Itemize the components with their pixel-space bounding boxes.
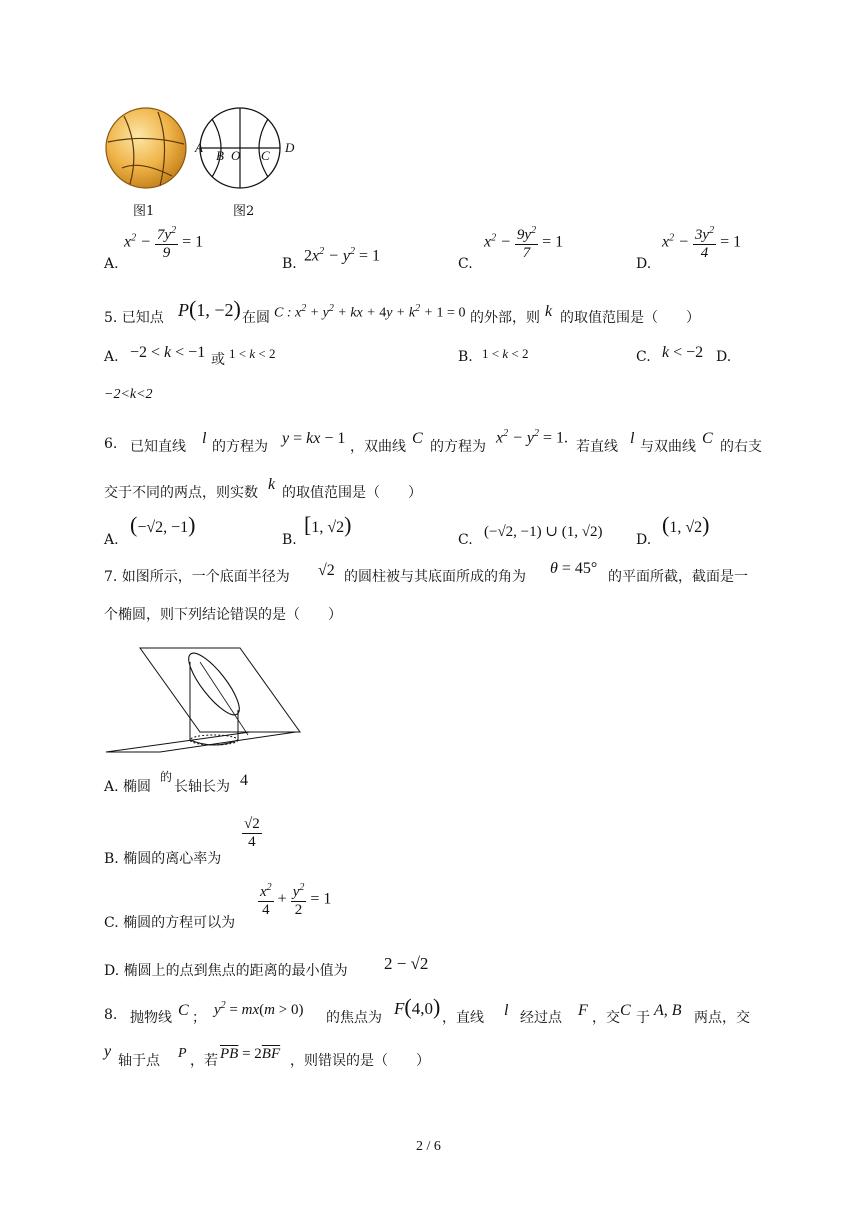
q5-point-p: P(1, −2) xyxy=(178,296,241,321)
q8-y-var: y xyxy=(104,1043,112,1060)
q6-text-b: 的方程为 xyxy=(212,439,268,455)
q6-text-e: 若直线 xyxy=(576,439,618,455)
q7-line1-b: 的圆柱被与其底面所成的角为 xyxy=(344,569,526,585)
q8-f-var: F xyxy=(578,1002,588,1019)
q5-option-a-formula-2: 1 < k < 2 xyxy=(229,346,276,361)
point-C-label: C xyxy=(261,148,270,163)
basketball-illustration xyxy=(100,104,310,219)
q5-option-d-value: −2<k<2 xyxy=(104,387,153,402)
q6-c-var: C xyxy=(412,430,423,447)
q7-radius-value: √2 xyxy=(318,562,335,579)
q5-option-a-formula-1: −2 < k < −1 xyxy=(130,344,206,361)
q6-option-c-label: C. xyxy=(458,532,473,548)
q6-option-d-formula: (1, √2) xyxy=(662,512,710,537)
q5-text-a: 5. 已知点 xyxy=(104,310,164,326)
q5-option-b-formula: 1 < k < 2 xyxy=(482,346,529,361)
q8-text-d: ，直线 xyxy=(442,1010,484,1026)
q5-option-a-label: A. xyxy=(104,349,119,365)
q8-text-a: 抛物线 xyxy=(130,1010,172,1026)
q4-option-b-formula: $2x^2 - y^2 = 1$ xyxy=(304,246,381,265)
q6-text-g: 的右支 xyxy=(720,439,762,455)
point-B-label: B xyxy=(216,148,224,163)
q8-p-var: P xyxy=(178,1046,187,1061)
q7-option-a-text: A. 椭圆 xyxy=(104,779,152,795)
q4-option-b-label: B. xyxy=(282,256,297,272)
q6-option-b-label: B. xyxy=(282,532,297,548)
q8-number: 8. xyxy=(104,1007,118,1023)
q6-line2-a: 交于不同的两点，则实数 xyxy=(104,485,258,501)
q7-line1-c: 的平面所截，截面是一 xyxy=(608,569,748,585)
point-A-label: A xyxy=(195,140,203,155)
q8-text-h: 两点，交 xyxy=(694,1010,750,1026)
q8-parabola-equation: $y^2 = mx(m > 0)$ xyxy=(214,1000,304,1018)
q8-text-c: 的焦点为 xyxy=(326,1010,382,1026)
q8-text-f: ，交 xyxy=(592,1010,620,1026)
q7-option-a-text-2: 长轴长为 xyxy=(174,779,230,795)
q5-k-var: k xyxy=(545,303,553,320)
q7-line1-a: 7. 如图所示，一个底面半径为 xyxy=(104,569,290,585)
figure-2-caption: 图2 xyxy=(233,204,255,219)
cylinder-section-figure xyxy=(100,640,310,760)
point-O-label: O xyxy=(231,148,241,163)
q8-c-var-2: C xyxy=(620,1002,631,1019)
q5-option-d-label: D. xyxy=(716,349,732,365)
q4-option-c-formula: $x^2$ − $\frac{9y^2}{7}$ = 1 xyxy=(484,225,564,261)
q6-text-f: 与双曲线 xyxy=(640,439,696,455)
q8-line2-c: ，则错误的是（ ） xyxy=(290,1053,430,1069)
q5-text-c: 的外部，则 xyxy=(470,310,540,326)
q5-option-c-formula: k < −2 xyxy=(662,344,704,361)
q8-focus: F(4,0) xyxy=(394,994,441,1019)
q8-text-g: 于 xyxy=(636,1010,650,1026)
q5-option-c-label: C. xyxy=(636,349,651,365)
page-number: 2 / 6 xyxy=(416,1139,441,1154)
q4-option-a-formula: $x^2$ − $\frac{7y^2}{9}$ = 1 xyxy=(124,225,204,261)
basketball-figure xyxy=(100,104,310,219)
q7-option-d-formula: 2 − √2 xyxy=(384,954,429,973)
q6-k-var: k xyxy=(268,476,276,493)
q8-c-var: C xyxy=(178,1002,189,1019)
q5-text-d: 的取值范围是（ ） xyxy=(560,310,700,326)
q8-line2-a: 轴于点 xyxy=(118,1053,160,1069)
q6-option-d-label: D. xyxy=(636,532,652,548)
q6-hyperbola-equation: $x^2 - y^2 = 1$. xyxy=(496,428,569,447)
q4-option-d-formula: $x^2$ − $\frac{3y^2}{4}$ = 1 xyxy=(662,225,742,261)
q8-vector-equation: $\overline{PB} = 2\overline{BF}$ xyxy=(220,1046,281,1062)
q6-option-c-formula: (−√2, −1) ∪ (1, √2) xyxy=(484,524,603,540)
q6-line2-b: 的取值范围是（ ） xyxy=(282,485,422,501)
figure-1-caption: 图1 xyxy=(133,204,155,219)
q6-text-c: ，双曲线 xyxy=(350,439,406,455)
q6-text-d: 的方程为 xyxy=(430,439,486,455)
q5-option-a-or: 或 xyxy=(211,352,225,368)
q8-text-e: 经过点 xyxy=(520,1010,562,1026)
q6-c-var-2: C xyxy=(702,430,713,447)
q8-points-ab: A, B xyxy=(654,1002,682,1019)
q6-option-a-formula: (−√2, −1) xyxy=(130,512,196,537)
q5-text-b: 在圆 xyxy=(242,310,270,326)
q5-circle-equation: C : $x^2 + y^2$ + kx + $4y + k^2 + 1 = 0$ xyxy=(274,303,466,321)
q6-option-b-formula: [1, √2) xyxy=(304,512,352,537)
q7-option-b-text: B. 椭圆的离心率为 xyxy=(104,851,222,867)
q6-l-var-2: l xyxy=(630,430,635,447)
q7-option-b-formula: $\frac{√2}{4}$ xyxy=(244,816,260,850)
q6-text-a: 已知直线 xyxy=(130,439,186,455)
q6-number: 6. xyxy=(104,436,118,452)
q7-option-c-text: C. 椭圆的方程可以为 xyxy=(104,915,236,931)
q8-text-b: ； xyxy=(192,1010,206,1026)
q7-option-a-value: 4 xyxy=(240,772,248,789)
q6-line-equation: y = kx − 1 xyxy=(282,430,346,447)
q4-option-a-label: A. xyxy=(104,256,119,272)
q7-option-d-text: D. 椭圆上的点到焦点的距离的最小值为 xyxy=(104,963,348,979)
q4-option-d-label: D. xyxy=(636,256,652,272)
q8-line2-b: ，若 xyxy=(190,1053,218,1069)
q6-l-var: l xyxy=(202,430,207,447)
q7-option-a-de: 的 xyxy=(160,770,173,784)
q7-option-c-formula: $\frac{x^2}{4}$ + $\frac{y^2}{2}$ = 1 xyxy=(260,882,332,918)
q5-option-b-label: B. xyxy=(458,349,473,365)
q4-option-c-label: C. xyxy=(458,256,473,272)
q6-option-a-label: A. xyxy=(104,532,119,548)
point-D-label: D xyxy=(285,140,295,155)
q7-line2: 个椭圆，则下列结论错误的是（ ） xyxy=(104,607,342,623)
q8-l-var: l xyxy=(504,1002,509,1019)
q7-angle-value: θ = 45° xyxy=(550,560,598,577)
